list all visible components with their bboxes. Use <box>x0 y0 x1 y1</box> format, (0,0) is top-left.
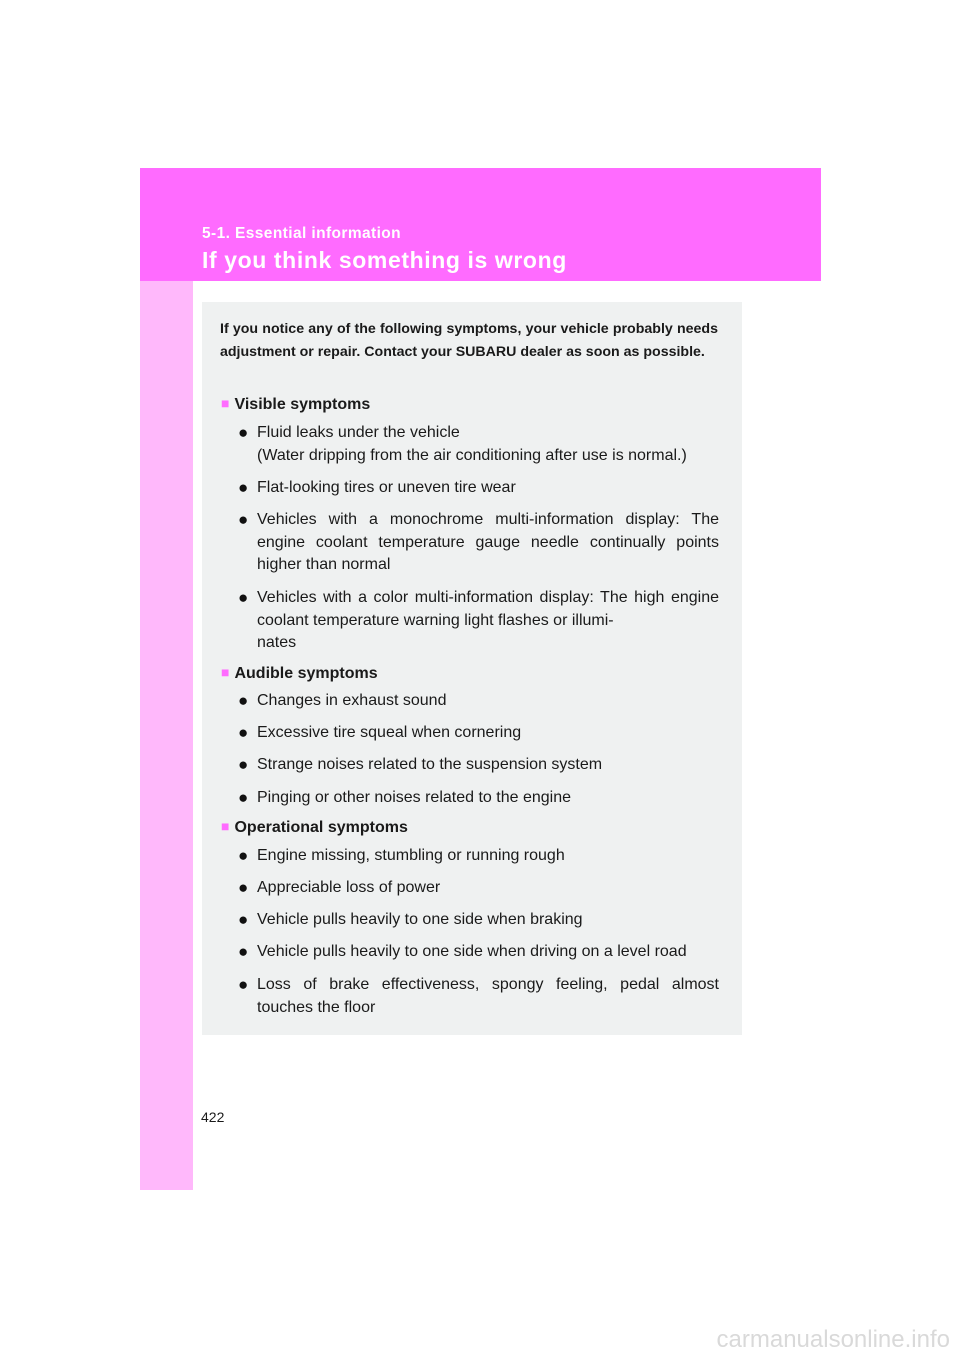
bullet-icon: ● <box>238 910 249 929</box>
heading-label: Visible symptoms <box>234 396 371 413</box>
list-item <box>238 690 719 713</box>
bullet-icon: ● <box>238 846 249 865</box>
list-item-text: Vehicle pulls heavily to one side when driving on a level road <box>257 943 687 960</box>
list-item <box>238 722 719 745</box>
list-item <box>238 477 719 500</box>
intro-paragraph: If you notice any of the following symptoms, your vehicle probably needs adjustment or repair. Contact your SUBARU dealer as soon as possible. <box>220 321 718 360</box>
heading-visible-symptoms <box>221 396 370 414</box>
list-item <box>238 754 719 777</box>
square-bullet-icon: ■ <box>221 395 230 411</box>
bullet-icon: ● <box>238 755 249 774</box>
list-item <box>238 509 719 577</box>
list-item-text: Vehicle pulls heavily to one side when braking <box>257 911 583 928</box>
list-item-text: Loss of brake effectiveness, spongy feeling, pedal almost touches the floor <box>257 976 719 1016</box>
bullet-icon: ● <box>238 478 249 497</box>
bullet-icon: ● <box>238 423 249 442</box>
bullet-icon: ● <box>238 942 249 961</box>
list-item-text: Excessive tire squeal when cornering <box>257 724 522 741</box>
bullet-icon: ● <box>238 975 249 994</box>
list-item <box>238 422 719 467</box>
bullet-icon: ● <box>238 878 249 897</box>
list-item <box>238 787 719 810</box>
heading-label: Operational symptoms <box>234 819 408 836</box>
heading-label: Audible symptoms <box>234 665 378 682</box>
list-item-text: Strange noises related to the suspension system <box>257 756 603 773</box>
heading-operational-symptoms <box>221 819 408 837</box>
list-item <box>238 877 719 900</box>
page-title: If you think something is wrong <box>202 247 567 273</box>
bullet-icon: ● <box>238 788 249 807</box>
list-item-text: Fluid leaks under the vehicle (Water dripping from the air conditioning after use is normal.) <box>257 424 687 464</box>
list-item <box>238 974 719 1019</box>
bullet-icon: ● <box>238 510 249 529</box>
list-item-text: Flat-looking tires or uneven tire wear <box>257 479 516 496</box>
square-bullet-icon: ■ <box>221 818 230 834</box>
watermark[interactable]: carmanualsonline.info <box>716 1326 950 1353</box>
list-item-text: Appreciable loss of power <box>257 879 441 896</box>
list-item-text: Vehicles with a color multi-information display: The high engine coolant temperature warning light flashes or illumi- nates <box>257 589 719 651</box>
list-item <box>238 941 719 964</box>
section-label: 5-1. Essential information <box>202 225 402 242</box>
list-item-text: Changes in exhaust sound <box>257 692 447 709</box>
list-item <box>238 909 719 932</box>
bullet-icon: ● <box>238 723 249 742</box>
list-item-text: Pinging or other noises related to the engine <box>257 789 571 806</box>
bullet-icon: ● <box>238 588 249 607</box>
heading-audible-symptoms <box>221 665 378 683</box>
side-strip <box>140 280 193 1190</box>
list-item-text: Vehicles with a monochrome multi-information display: The engine coolant temperature gauge needle continually points higher than normal <box>257 511 719 573</box>
list-item <box>238 845 719 868</box>
list-item <box>238 587 719 655</box>
list-item-text: Engine missing, stumbling or running rough <box>257 847 565 864</box>
square-bullet-icon: ■ <box>221 664 230 680</box>
page-number: 422 <box>201 1109 225 1125</box>
bullet-icon: ● <box>238 691 249 710</box>
